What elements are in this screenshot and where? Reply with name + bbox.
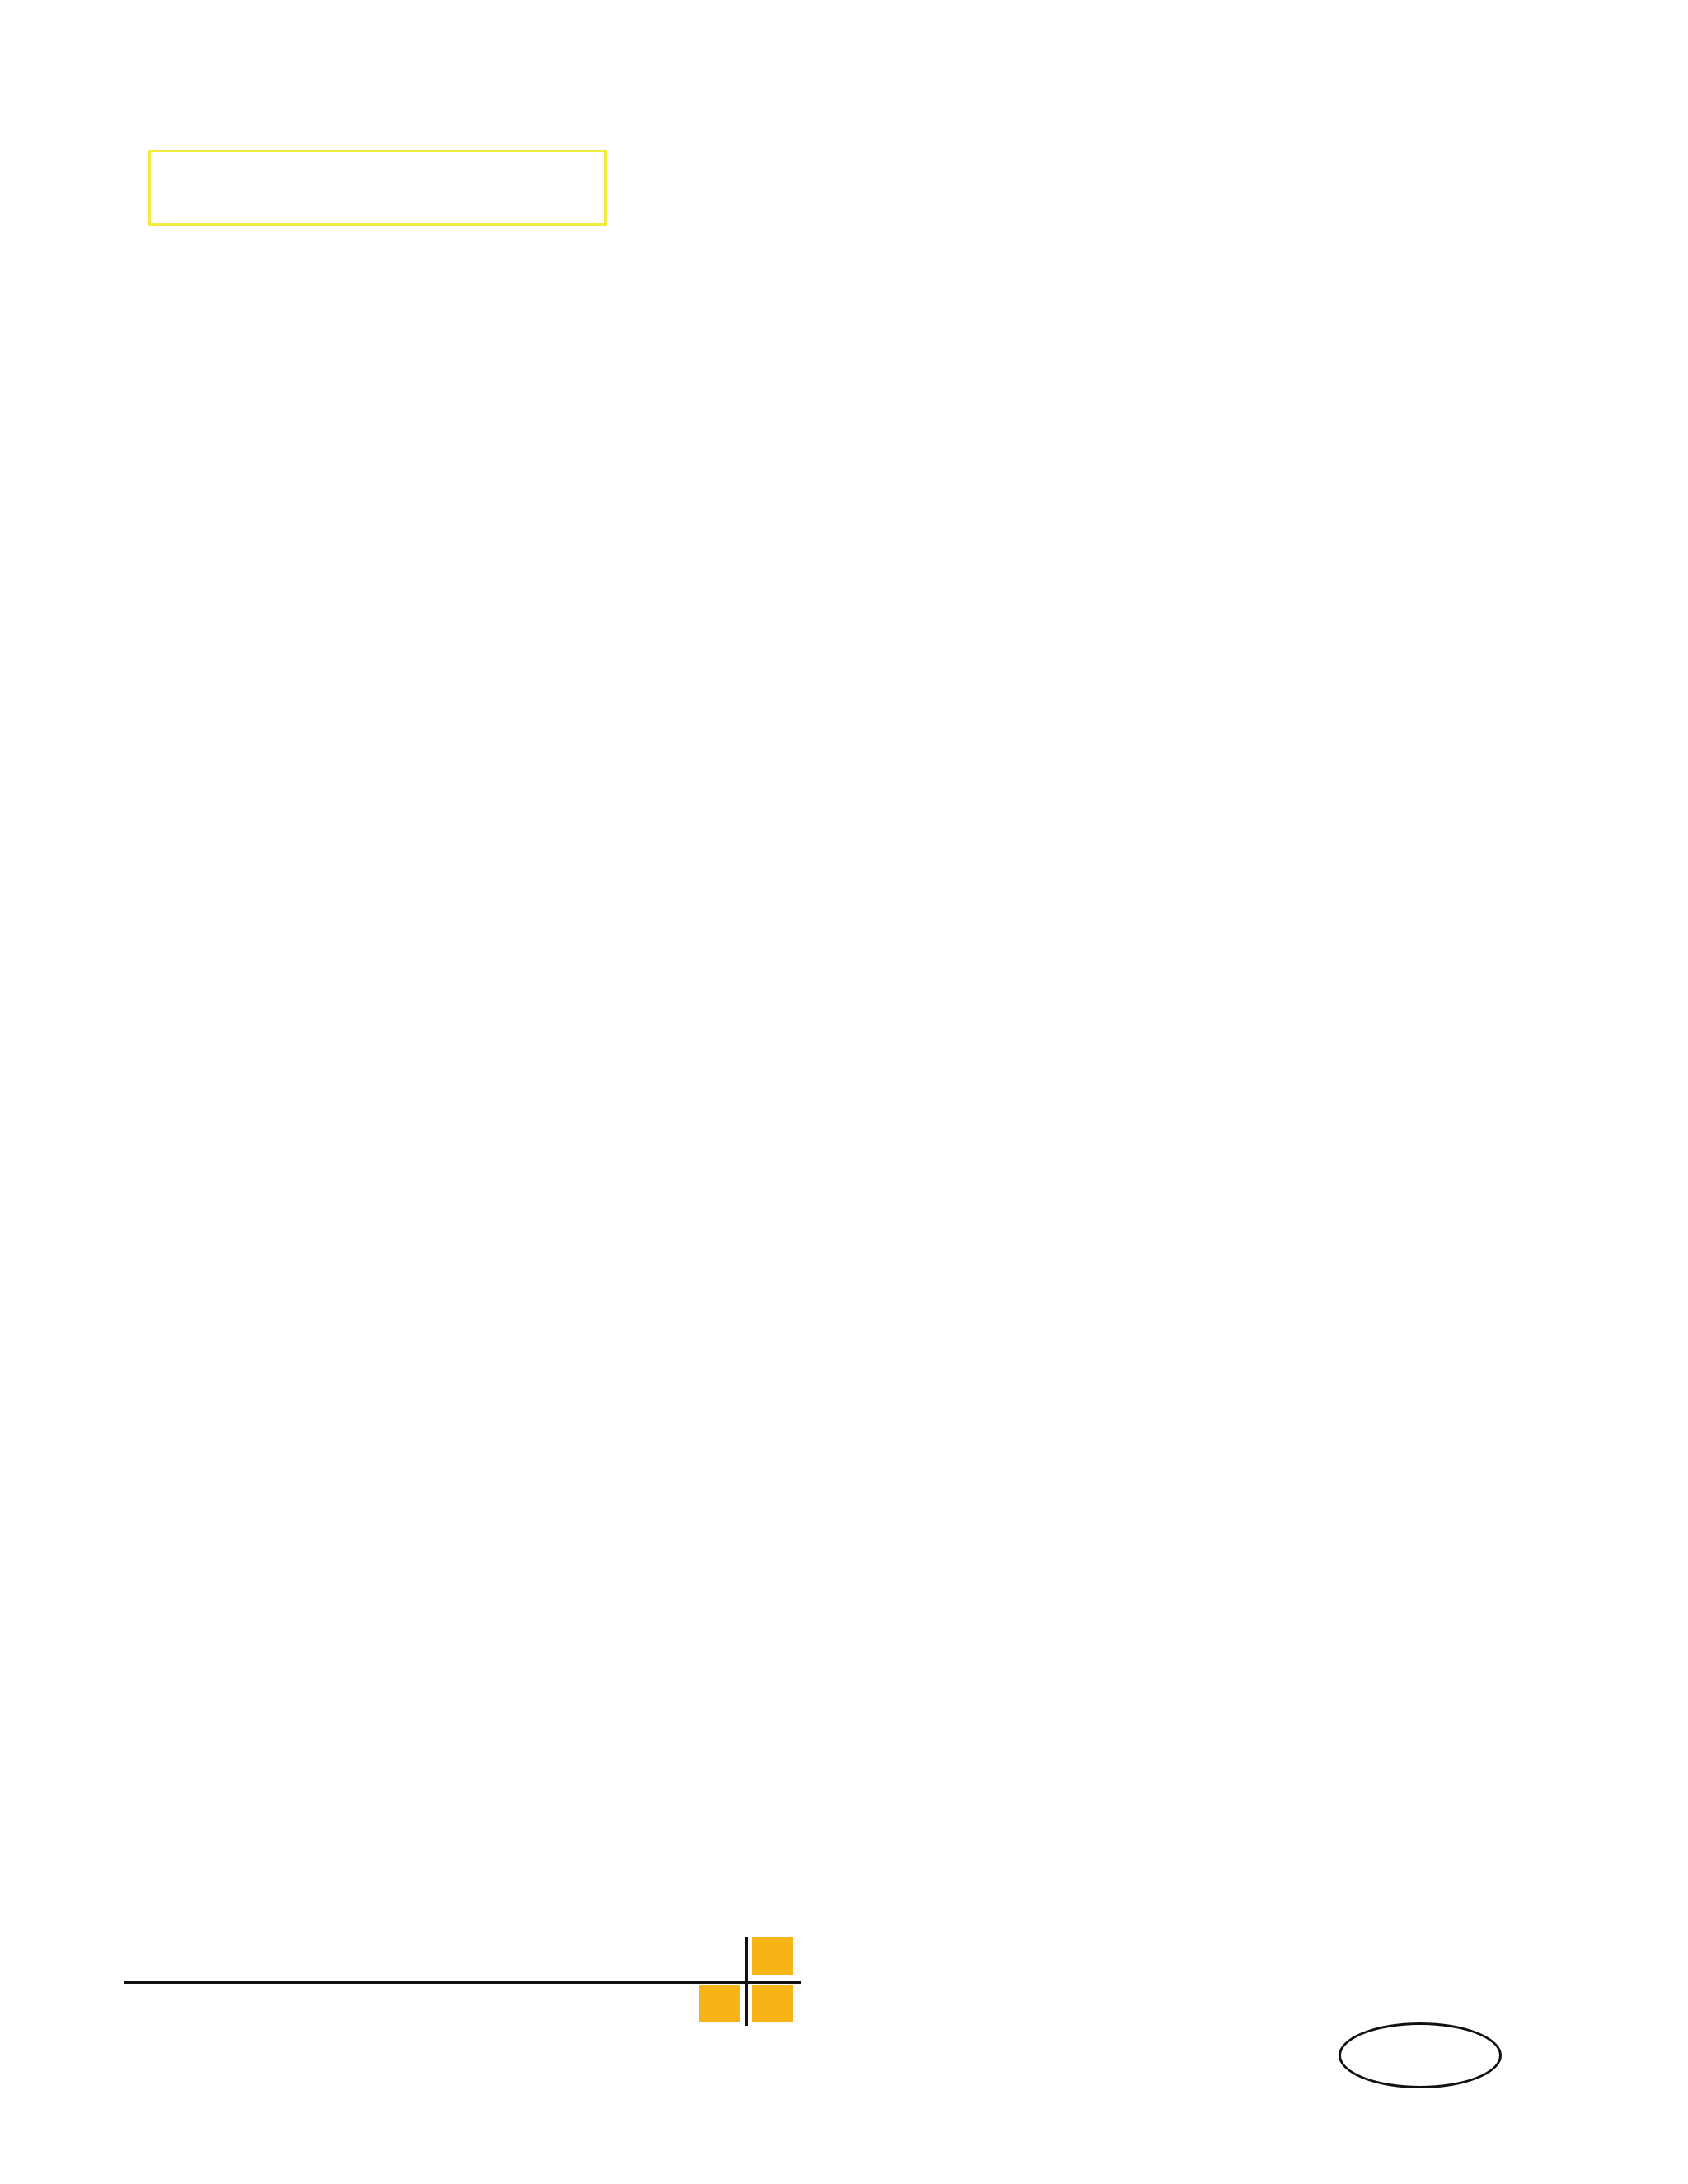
header-box [148,150,607,226]
page-number [1339,2022,1502,2088]
logo-squares-icon [699,1937,795,2026]
